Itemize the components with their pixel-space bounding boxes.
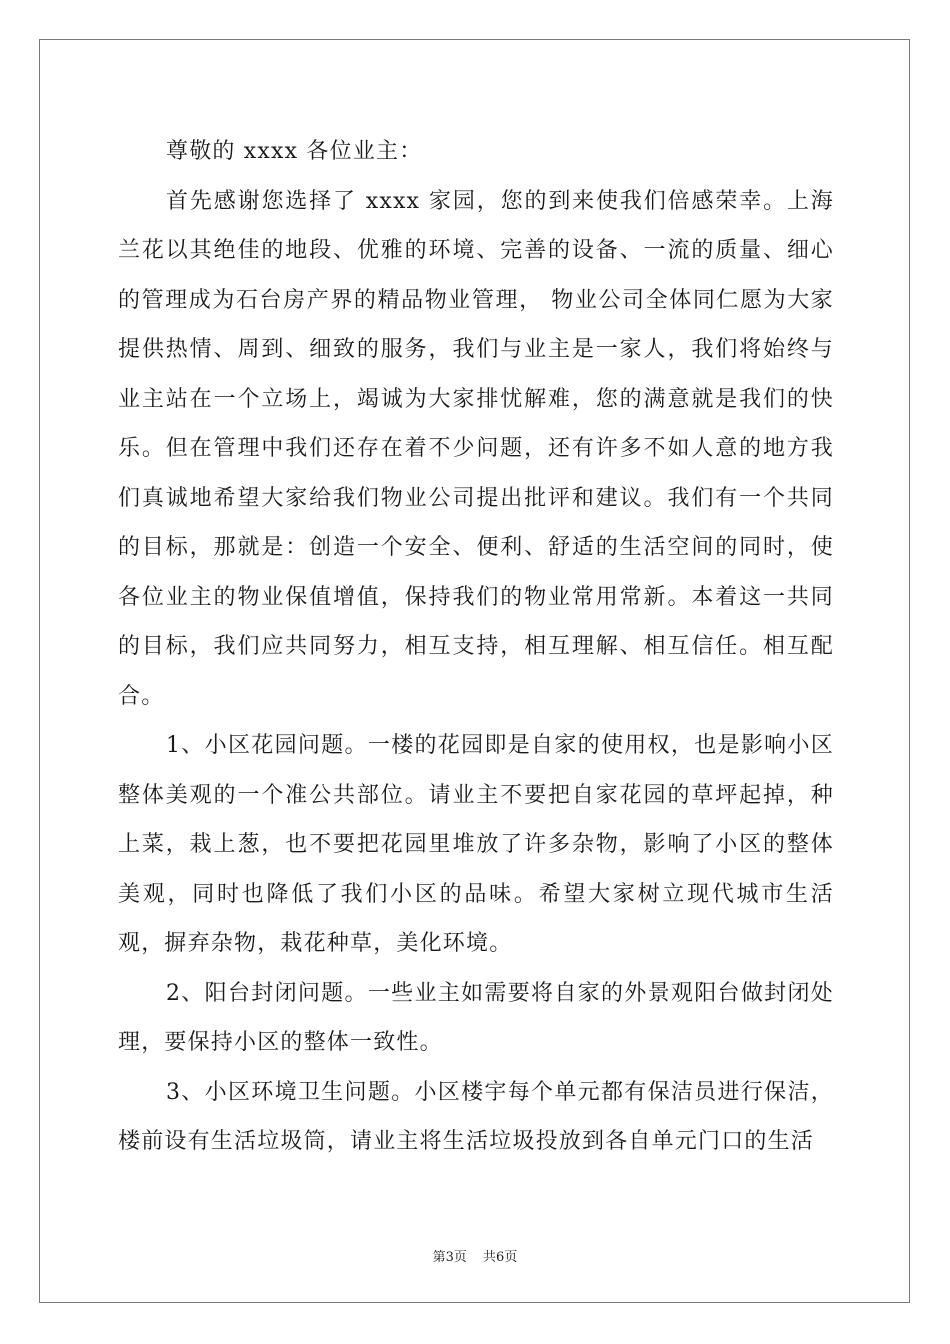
document-body — [118, 127, 834, 1167]
salutation: 尊敬的 xxxx 各位业主： — [166, 139, 423, 164]
item-3-sanitation: 3、小区环境卫生问题。小区楼宇每个单元都有保洁员进行保洁，楼前设有生活垃圾筒，请业主将生活垃圾投放到各自单元门口的生活 — [118, 1079, 834, 1154]
page-number-footer: 第3页 共6页 — [432, 1250, 518, 1265]
item-2-balcony: 2、阳台封闭问题。一些业主如需要将自家的外景观阳台做封闭处理，要保持小区的整体一致性。 — [118, 980, 834, 1055]
intro-paragraph: 首先感谢您选择了 xxxx 家园，您的到来使我们倍感荣幸。上海兰花以其绝佳的地段、优雅的环境、完善的设备、一流的质量、细心的管理成为石台房产界的精品物业管理， 物业公司全体同仁愿为大家提供热情、周到、细致的服务，我们与业主是一家人，我们将始终与业主站在一个立场上，竭诚为大家排忧解难，您的满意就是我们的快乐。但在管理中我们还存在着不少问题，还有许多不如人意的地方我们真诚地希望大家给我们物业公司提出批评和建议。我们有一个共同的目标，那就是：创造一个安全、便利、舒适的生活空间的同时，使各位业主的物业保值增值，保持我们的物业常用常新。本着这一共同的目标，我们应共同努力，相互支持，相互理解、相互信任。相互配合。 — [118, 188, 834, 709]
item-1-garden: 1、小区花园问题。一楼的花园即是自家的使用权，也是影响小区整体美观的一个准公共部位。请业主不要把自家花园的草坪起掉，种上菜，栽上葱，也不要把花园里堆放了许多杂物，影响了小区的整体美观，同时也降低了我们小区的品味。希望大家树立现代城市生活观，摒弃杂物，栽花种草，美化环境。 — [118, 733, 834, 956]
